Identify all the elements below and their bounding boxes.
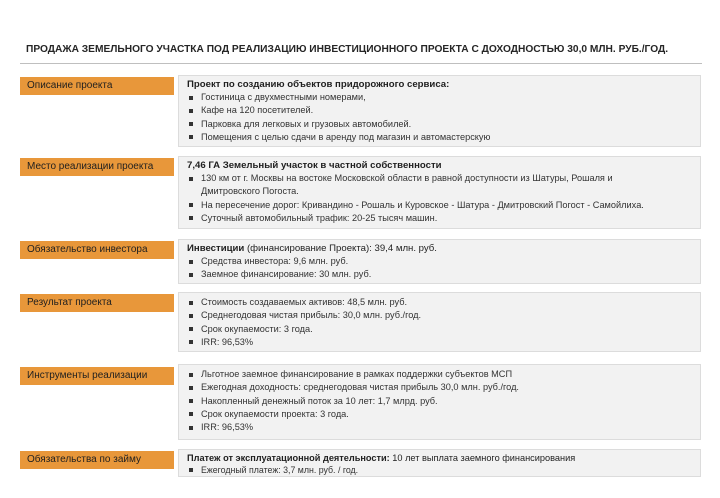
section-head-bold: Инвестиции: [187, 243, 245, 254]
section-label-tools: Инструменты реализации: [20, 367, 174, 385]
list-item-text: Заемное финансирование: 30 млн. руб.: [201, 269, 372, 280]
list-item-text: Дмитровского Погоста.: [201, 186, 299, 197]
list-item: [187, 255, 692, 268]
section-list: [187, 464, 692, 476]
bullet-icon: [189, 260, 193, 264]
title-divider: [20, 63, 702, 64]
bullet-icon: [189, 177, 193, 181]
section-list: [187, 91, 692, 144]
bullet-icon: [189, 301, 193, 305]
section-label-loan: Обязательства по займу: [20, 451, 174, 469]
list-item-text: IRR: 96,53%: [201, 336, 254, 347]
section-head: [187, 78, 692, 91]
list-item-text: Ежегодная доходность: среднегодовая чистая прибыль 30,0 млн. руб./год.: [201, 382, 519, 393]
section-box-tools: [178, 364, 701, 440]
section-label-location: Место реализации проекта: [20, 158, 174, 176]
list-item-text: Помещения с целью сдачи в аренду под магазин и автомастерскую: [201, 131, 491, 142]
bullet-icon: [189, 122, 193, 126]
list-item-text: 130 км от г. Москвы на востоке Московской области в равной доступности из Шатуры, Рошаля и: [201, 173, 613, 183]
list-item: [187, 296, 692, 309]
list-item-text: Суточный автомобильный трафик: 20-25 тысяч машин.: [201, 212, 438, 223]
bullet-icon: [189, 203, 193, 207]
section-list: [187, 172, 692, 225]
section-head-rest: 10 лет выплата заемного финансирования: [389, 453, 576, 463]
section-box-location: [178, 156, 701, 229]
list-item-text: Ежегодный платеж: 3,7 млн. руб. / год.: [201, 465, 359, 475]
list-item: [187, 309, 692, 322]
list-item: [187, 395, 692, 408]
list-item: [187, 323, 692, 336]
bullet-icon: [189, 426, 193, 430]
bullet-icon: [189, 314, 193, 318]
bullet-icon: [189, 135, 193, 139]
section-box-loan: [178, 449, 701, 477]
bullet-icon: [189, 373, 193, 377]
bullet-icon: [189, 96, 193, 100]
list-item: [187, 464, 692, 476]
bullet-icon: [189, 399, 193, 403]
list-item-text: Стоимость создаваемых активов: 48,5 млн. руб.: [201, 297, 408, 307]
list-item-text: Гостиница с двухместными номерами,: [201, 92, 366, 102]
page-title: ПРОДАЖА ЗЕМЕЛЬНОГО УЧАСТКА ПОД РЕАЛИЗАЦИЮ ИНВЕСТИЦИОННОГО ПРОЕКТА С ДОХОДНОСТЬЮ 30,0 МЛН. РУБ./ГОД.: [26, 44, 669, 55]
section-head-rest: (финансирование Проекта): 39,4 млн. руб.: [244, 243, 437, 254]
section-list: [187, 368, 692, 434]
list-item: [187, 104, 692, 117]
bullet-icon: [189, 468, 193, 472]
section-head-bold: Платеж от эксплуатационной деятельности:: [187, 453, 390, 463]
list-item-text: Срок окупаемости проекта: 3 года.: [201, 408, 349, 419]
list-item: [187, 268, 692, 281]
list-item-text: Средства инвестора: 9,6 млн. руб.: [201, 256, 349, 266]
section-box-result: [178, 292, 701, 352]
section-head: [187, 159, 692, 172]
list-item: [187, 381, 692, 394]
list-item-text: Среднегодовая чистая прибыль: 30,0 млн. руб./год.: [201, 310, 422, 321]
list-item-text: Накопленный денежный поток за 10 лет: 1,7 млрд. руб.: [201, 395, 438, 406]
list-item-text: Кафе на 120 посетителей.: [201, 105, 314, 116]
list-item: [187, 199, 692, 212]
list-item: [187, 421, 692, 434]
bullet-icon: [189, 340, 193, 344]
section-head-bold: 7,46 ГА Земельный участок в частной собственности: [187, 160, 442, 171]
section-head: [187, 452, 692, 464]
list-item: [187, 368, 692, 381]
section-list: [187, 255, 692, 282]
section-box-description: [178, 75, 701, 147]
list-item: [187, 118, 692, 131]
section-label-result: Результат проекта: [20, 294, 174, 312]
bullet-icon: [189, 216, 193, 220]
list-item: [187, 91, 692, 104]
list-item-text: Парковка для легковых и грузовых автомобилей.: [201, 118, 412, 129]
bullet-icon: [189, 412, 193, 416]
list-item-text: IRR: 96,53%: [201, 422, 254, 433]
bullet-icon: [189, 273, 193, 277]
list-item-text: Срок окупаемости: 3 года.: [201, 323, 313, 334]
bullet-icon: [189, 327, 193, 331]
section-head: [187, 242, 692, 255]
section-head-bold: Проект по созданию объектов придорожного сервиса:: [187, 79, 450, 90]
section-box-investor: [178, 239, 701, 284]
section-list: [187, 296, 692, 349]
bullet-icon: [189, 386, 193, 390]
list-item: [187, 336, 692, 349]
list-item: [187, 131, 692, 144]
list-item-text: На пересечение дорог: Кривандино - Рошаль и Куровское - Шатура - Дмитровский Погост - Самойлихa.: [201, 199, 644, 210]
list-item-continuation: [187, 185, 692, 198]
section-label-description: Описание проекта: [20, 77, 174, 95]
list-item: [187, 408, 692, 421]
section-label-investor: Обязательство инвестора: [20, 241, 174, 259]
list-item-text: Льготное заемное финансирование в рамках поддержки субъектов МСП: [201, 369, 513, 379]
list-item: [187, 172, 692, 185]
list-item: [187, 212, 692, 225]
bullet-icon: [189, 109, 193, 113]
